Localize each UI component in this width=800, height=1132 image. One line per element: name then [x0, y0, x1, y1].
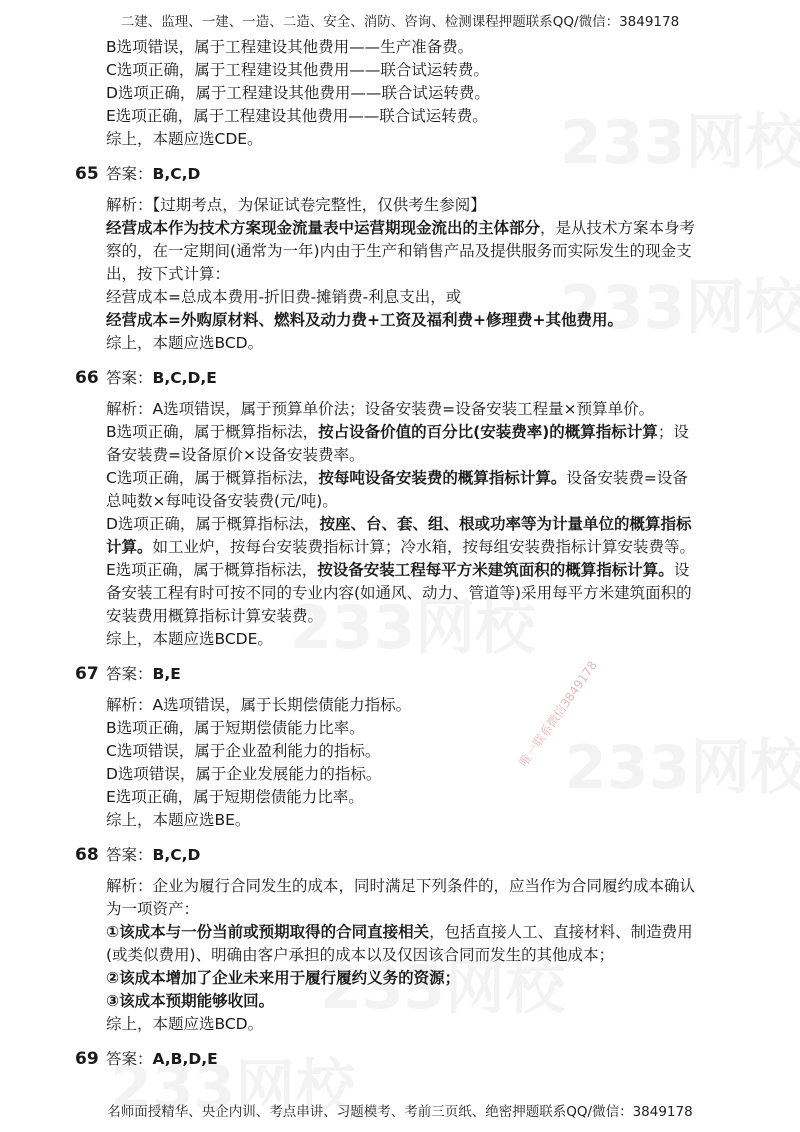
text-line: 综上，本题应选BCD。 [106, 1015, 264, 1033]
text-line [75, 217, 730, 240]
text-line: 解析：【过期考点，为保证试卷完整性，仅供考生参阅】 [106, 196, 486, 214]
text-line: 出，按下式计算： [106, 265, 231, 283]
text-line: D选项正确，属于工程建设其他费用——联合试运转费。 [106, 84, 490, 102]
bold-text: 按每吨设备安装费的概算指标计算。 [318, 469, 567, 487]
question-66-header [75, 367, 730, 390]
text-line: 备安装费=设备原价×设备安装费率。 [106, 446, 365, 464]
bold-text: 按占设备价值的百分比(安装费率)的概算指标计算 [318, 423, 658, 441]
text-line: 总吨数×每吨设备安装费(元/吨)。 [106, 492, 338, 510]
bold-text: 经营成本作为技术方案现金流量表中运营期现金流出的主体部分 [106, 219, 541, 237]
answer-label: 答案： [106, 665, 153, 683]
text-line: 综上，本题应选BCDE。 [106, 630, 273, 648]
text-line: 安装费用概算指标计算安装费。 [106, 607, 324, 625]
question-number: 68 [75, 845, 99, 865]
text-span: 设 [673, 561, 690, 579]
question-number: 69 [75, 1049, 99, 1069]
bold-text: 计算。 [106, 538, 153, 556]
text-line: 解析：企业为履行合同发生的成本，同时满足下列条件的，应当作为合同履约成本确认 [106, 877, 696, 895]
answer-value: B,E [152, 665, 181, 683]
text-line: 解析：A选项错误，属于长期偿债能力指标。 [106, 696, 412, 714]
question-number: 67 [75, 664, 99, 684]
document-body [75, 36, 730, 1071]
question-69-header [75, 1048, 730, 1071]
text-line: ③该成本预期能够收回。 [106, 992, 275, 1010]
text-line: 经营成本=外购原材料、燃料及动力费+工资及福利费+修理费+其他费用。 [106, 311, 623, 329]
text-span: ，包括直接人工、直接材料、制造费用 [429, 923, 693, 941]
text-line: 察的，在一定期间(通常为一年)内由于生产和销售产品及提供服务而实际发生的现金支 [106, 242, 692, 260]
bold-text: 按座、台、套、组、根或功率等为计量单位的概算指标 [319, 515, 692, 533]
text-line: 备安装工程有时可按不同的专业内容(如通风、动力、管道等)采用每平方米建筑面积的 [106, 584, 692, 602]
text-line: 为一项资产： [106, 900, 200, 918]
text-line: (或类似费用)、明确由客户承担的成本以及仅因该合同而发生的其他成本； [106, 946, 615, 964]
text-span: 设备安装费=设备 [566, 469, 688, 487]
text-line: E选项正确，属于工程建设其他费用——联合试运转费。 [106, 107, 488, 125]
question-65-header [75, 163, 730, 186]
text-line [75, 536, 730, 559]
answer-label: 答案： [106, 165, 153, 183]
text-line: D选项错误，属于企业发展能力的指标。 [106, 765, 382, 783]
text-line: C选项错误，属于企业盈利能力的指标。 [106, 742, 381, 760]
answer-value: B,C,D,E [152, 369, 217, 387]
text-span: ，是从技术方案本身考 [540, 219, 696, 237]
text-line: B选项正确，属于短期偿债能力比率。 [106, 719, 365, 737]
text-line [75, 467, 730, 490]
text-line: 综上，本题应选BE。 [106, 811, 251, 829]
text-line: 综上，本题应选BCD。 [106, 334, 264, 352]
text-line: 综上，本题应选CDE。 [106, 130, 263, 148]
side-watermark: 唯一联系微信3849178 [516, 658, 600, 770]
answer-label: 答案： [106, 846, 153, 864]
answer-value: B,C,D [152, 846, 201, 864]
page-footer: 名师面授精华、央企内训、考点串讲、习题模考、考前三页纸、绝密押题联系QQ/微信：3849178 [107, 1104, 693, 1120]
bold-text: 按设备安装工程每平方米建筑面积的概算指标计算。 [317, 561, 674, 579]
question-68-header [75, 844, 730, 867]
answer-label: 答案： [106, 1050, 153, 1068]
question-number: 66 [75, 368, 99, 388]
text-line [75, 421, 730, 444]
text-span: 如工业炉，按每台安装费指标计算；冷水箱，按每组安装费指标计算安装费等。 [152, 538, 696, 556]
text-line: C选项正确，属于工程建设其他费用——联合试运转费。 [106, 61, 489, 79]
answer-value: B,C,D [152, 165, 201, 183]
answer-label: 答案： [106, 369, 153, 387]
text-line [75, 513, 730, 536]
text-line: ②该成本增加了企业未来用于履行履约义务的资源； [106, 969, 461, 987]
answer-value: A,B,D,E [152, 1050, 218, 1068]
text-span: B选项正确，属于概算指标法， [106, 423, 319, 441]
question-number: 65 [75, 164, 99, 184]
page-header: 二建、监理、一建、一造、二造、安全、消防、咨询、检测课程押题联系QQ/微信：3849178 [120, 14, 680, 30]
text-line [75, 921, 730, 944]
text-line: E选项正确，属于短期偿债能力比率。 [106, 788, 364, 806]
question-67-header [75, 663, 730, 686]
bold-text: ①该成本与一份当前或预期取得的合同直接相关 [106, 923, 430, 941]
text-line: 经营成本=总成本费用-折旧费-摊销费-利息支出，或 [106, 288, 462, 306]
text-line: B选项错误，属于工程建设其他费用——生产准备费。 [106, 38, 474, 56]
text-span: E选项正确，属于概算指标法， [106, 561, 318, 579]
text-span: D选项正确，属于概算指标法， [106, 515, 320, 533]
text-span: C选项正确，属于概算指标法， [106, 469, 319, 487]
text-span: ；设 [657, 423, 689, 441]
text-line: 解析：A选项错误，属于预算单价法；设备安装费=设备安装工程量×预算单价。 [106, 400, 655, 418]
text-line [75, 559, 730, 582]
